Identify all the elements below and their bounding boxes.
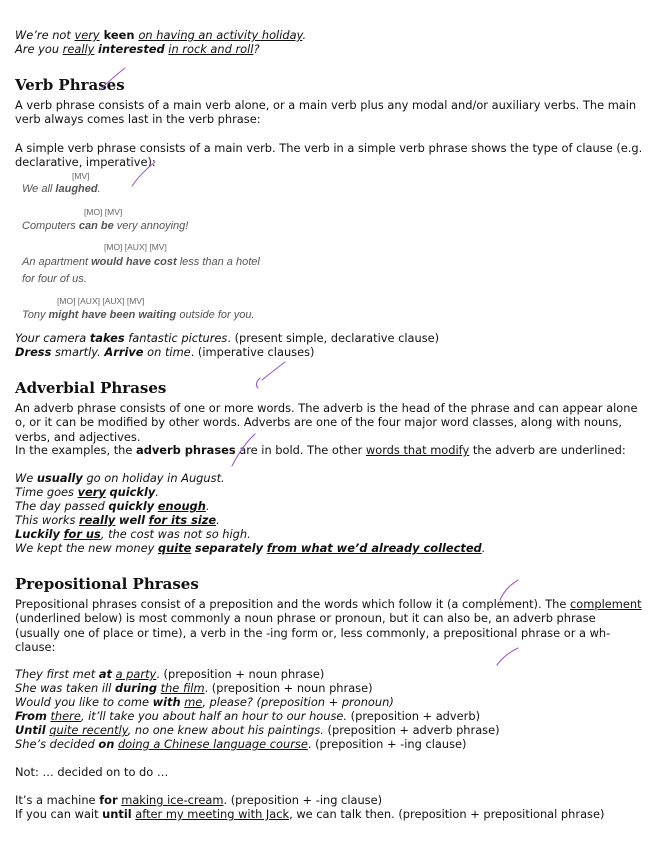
text-run: They first met — [15, 667, 99, 681]
text-run: Time goes — [15, 485, 78, 499]
adverbial-example — [15, 471, 643, 485]
text-run: quickly — [108, 499, 155, 513]
text-run: very — [74, 28, 100, 42]
text-run: The day passed — [15, 499, 109, 513]
text-run: . — [481, 541, 486, 555]
text-run: In the examples, the — [15, 443, 137, 457]
text-run: well — [118, 513, 145, 527]
text-run: doing a Chinese language course — [117, 737, 308, 751]
text-run: Tony — [22, 309, 49, 321]
prepositional-example — [15, 695, 643, 709]
text-run: , we can talk then. (preposition + prepositional phrase) — [289, 807, 605, 821]
text-run: on — [98, 737, 115, 751]
text-run: really — [79, 513, 116, 527]
text-run: Computers — [22, 220, 79, 232]
text-run: after my meeting with Jack — [135, 807, 290, 821]
verb-paragraph-2: A simple verb phrase consists of a main verb. The verb in a simple verb phrase shows the type of clause (e.g. declarative, imperative): — [15, 141, 643, 170]
example-tags: [MO] [AUX] [AUX] [MV] — [57, 296, 145, 306]
text-run: can be — [78, 220, 114, 232]
verb-line-camera — [15, 331, 643, 345]
pen-mark — [256, 362, 285, 388]
text-run: for us — [63, 527, 101, 541]
text-run: Until — [15, 723, 46, 737]
text-run: really — [62, 42, 95, 56]
text-run: This works — [15, 513, 80, 527]
text-run: From — [15, 709, 47, 723]
text-run: smartly. — [51, 345, 105, 359]
prepositional-example — [15, 709, 643, 723]
verb-example — [22, 256, 260, 268]
adverbial-example — [15, 513, 643, 527]
text-run: adverb phrases — [136, 443, 236, 457]
verb-example-continued: for four of us. — [22, 273, 87, 285]
text-run: quickly — [109, 485, 156, 499]
text-run: keen — [99, 28, 139, 42]
heading-verb-phrases: Verb Phrases — [15, 76, 125, 94]
adverbial-example — [15, 485, 643, 499]
verb-example — [22, 220, 188, 232]
text-run: are in bold. The other — [235, 443, 366, 457]
text-run: . — [216, 513, 220, 527]
text-run: It’s a machine — [15, 793, 100, 807]
text-run: making ice-cream — [121, 793, 224, 807]
text-run: . — [97, 183, 101, 195]
adverbial-example — [15, 499, 643, 513]
text-run: Would you like to come — [15, 695, 153, 709]
text-run: . (preposition + -ing clause) — [223, 793, 383, 807]
text-run: might have been waiting — [48, 309, 177, 321]
text-run: , it’ll take you about half an hour to our house. — [80, 709, 348, 723]
verb-example — [22, 183, 101, 195]
text-run: usually — [36, 471, 83, 485]
text-run: enough — [157, 499, 206, 513]
text-run: We all — [22, 183, 56, 195]
text-run: until — [102, 807, 132, 821]
text-run: Arrive — [104, 345, 144, 359]
text-run: quite — [157, 541, 192, 555]
text-run: ? — [253, 42, 260, 56]
text-run: Prepositional phrases consist of a preposition and the words which follow it (a complement). The — [15, 597, 571, 611]
text-run: , no one knew about his paintings. — [127, 723, 324, 737]
text-run: . — [205, 499, 210, 513]
verb-example — [22, 309, 255, 321]
text-run: fantastic pictures — [124, 331, 228, 345]
text-run: (preposition + adverb phrase) — [323, 723, 500, 737]
text-run: Luckily — [15, 527, 60, 541]
adverbial-example — [15, 527, 643, 541]
text-run: (underlined below) is most commonly a noun phrase or pronoun, but it can also be, an adverb phrase (usually one of place or time), a verb in the -ing form or, less commonly, a prepositional phrase or a wh-clause: — [15, 611, 611, 654]
adverbial-paragraph-1: An adverb phrase consists of one or more words. The adverb is the head of the phrase and can appear alone o, or it can be modified by other words. Adverbs are one of the four major word classes, along with nouns, verbs, and adjectives. — [15, 401, 638, 444]
text-run: very — [77, 485, 106, 499]
text-run: We — [15, 471, 37, 485]
prepositional-last-example — [15, 793, 643, 807]
text-run: . (imperative clauses) — [190, 345, 315, 359]
text-run: . (preposition + noun phrase) — [156, 667, 325, 681]
verb-line-dress — [15, 345, 643, 359]
text-run: for — [99, 793, 118, 807]
text-run: We kept the new money — [15, 541, 158, 555]
example-tags: [MO] [MV] — [84, 207, 123, 217]
text-run: the adverb are underlined: — [469, 443, 626, 457]
text-run: If you can wait — [15, 807, 103, 821]
text-run: Your camera — [15, 331, 90, 345]
text-run: Dress — [15, 345, 52, 359]
text-run: takes — [89, 331, 125, 345]
heading-adverbial-phrases: Adverbial Phrases — [15, 379, 167, 397]
text-run: very annoying! — [113, 220, 189, 232]
text-run: outside for you. — [176, 309, 255, 321]
prepositional-paragraph-1 — [15, 597, 643, 654]
text-run: me — [184, 695, 203, 709]
prepositional-example — [15, 737, 643, 751]
prepositional-example — [15, 667, 643, 681]
prepositional-example — [15, 723, 643, 737]
text-run: on time — [143, 345, 191, 359]
text-run: go on holiday in August. — [82, 471, 225, 485]
intro-line-1 — [15, 28, 643, 42]
text-run: there — [50, 709, 81, 723]
text-run: on having an activity holiday — [138, 28, 303, 42]
example-tags: [MO] [AUX] [MV] — [104, 242, 167, 252]
text-run: She’s decided — [15, 737, 99, 751]
example-tags: [MV] — [72, 171, 90, 181]
adverbial-paragraph-2 — [15, 443, 643, 457]
text-run: . (preposition + noun phrase) — [204, 681, 373, 695]
heading-prepositional-phrases: Prepositional Phrases — [15, 575, 199, 593]
text-run: An apartment — [22, 256, 92, 268]
text-run: during — [114, 681, 157, 695]
text-run: . (preposition + -ing clause) — [307, 737, 467, 751]
text-run: interested — [98, 42, 165, 56]
text-run: laughed — [55, 183, 98, 195]
prepositional-example — [15, 681, 643, 695]
text-run: , the cost was not so high. — [100, 527, 251, 541]
text-run: , please? (preposition + pronoun) — [202, 695, 394, 709]
prepositional-last-example — [15, 807, 643, 821]
intro-line-2 — [15, 42, 643, 56]
text-run: . (present simple, declarative clause) — [227, 331, 440, 345]
text-run: quite recently — [49, 723, 128, 737]
text-run: with — [152, 695, 181, 709]
text-run: complement — [570, 597, 642, 611]
text-run: She was taken ill — [15, 681, 115, 695]
text-run: at — [98, 667, 112, 681]
verb-paragraph-1: A verb phrase consists of a main verb alone, or a main verb plus any modal and/or auxiliary verbs. The main verb always comes last in the verb phrase: — [15, 98, 637, 127]
prepositional-not-line: Not: … decided on to do … — [15, 765, 169, 779]
text-run: would have cost — [91, 256, 177, 268]
text-run: separately — [194, 541, 264, 555]
text-run: We’re not — [15, 28, 75, 42]
text-run: for its size — [148, 513, 217, 527]
text-run: words that modify — [365, 443, 470, 457]
text-run: in rock and roll — [168, 42, 254, 56]
text-run: . — [302, 28, 307, 42]
text-run: . — [155, 485, 159, 499]
adverbial-example — [15, 541, 643, 555]
text-run: from what we’d already collected — [266, 541, 482, 555]
text-run: Are you — [15, 42, 63, 56]
text-run: (preposition + adverb) — [347, 709, 481, 723]
text-run: a party — [115, 667, 157, 681]
text-run: less than a hotel — [176, 256, 260, 268]
text-run: the film — [160, 681, 205, 695]
